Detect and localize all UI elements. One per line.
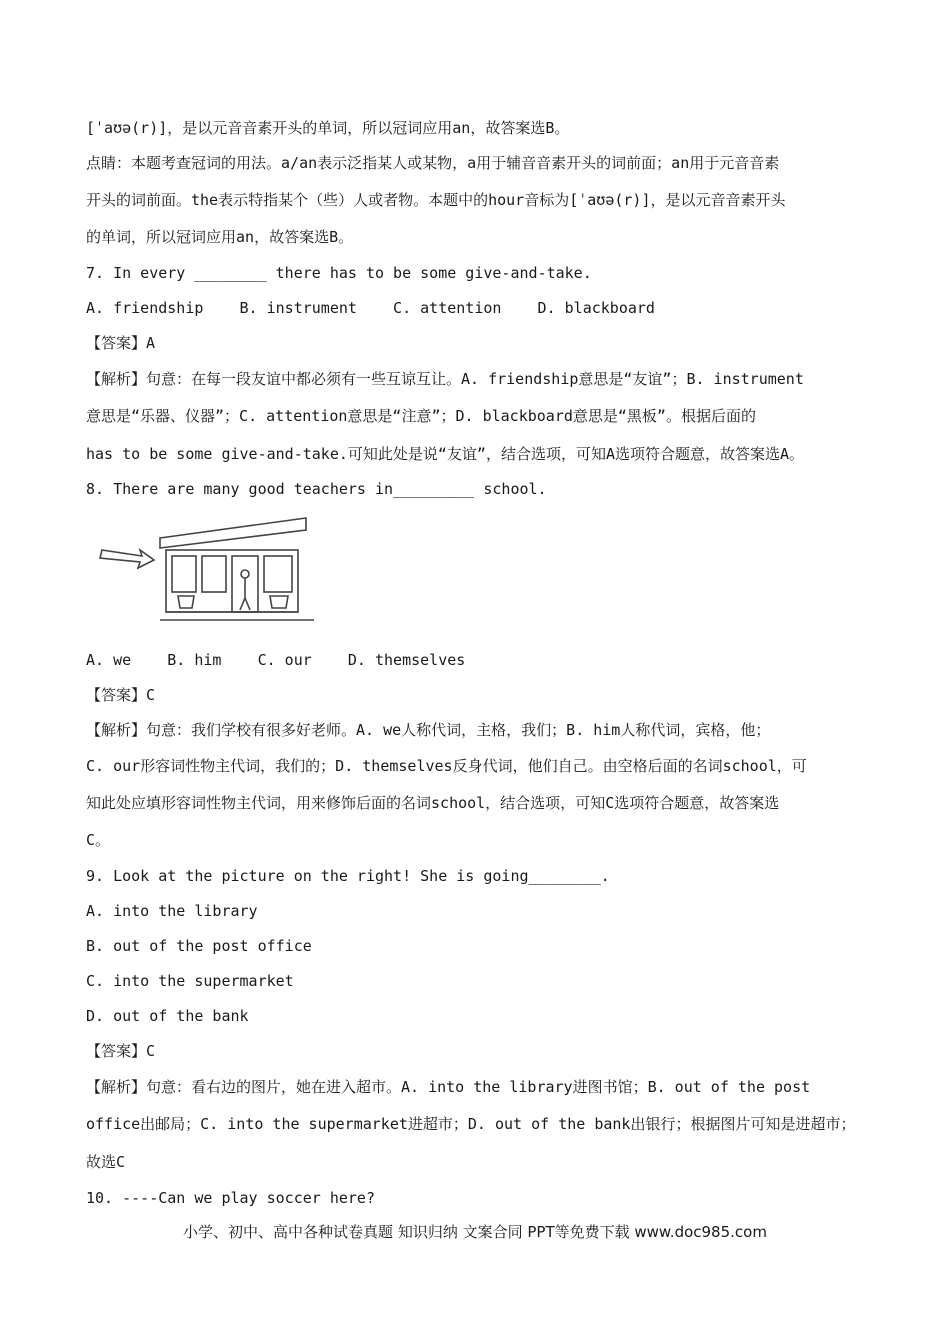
analysis-8: C. our形容词性物主代词，我们的；D. themselves反身代词，他们自己。由空格后面的名词school，可 [86, 757, 807, 775]
answer-9: 【答案】C [86, 1042, 156, 1060]
question-9: 9. Look at the picture on the right! She is going________. [86, 867, 610, 885]
options-8: A. we B. him C. our D. themselves [86, 651, 466, 669]
option-9a: A. into the library [86, 902, 258, 920]
text-line: [ˈaʊə(r)]，是以元音音素开头的单词，所以冠词应用an，故答案选B。 [86, 119, 570, 137]
analysis-7: has to be some give-and-take.可知此处是说“友谊”，结合选项，可知A选项符合题意，故答案选A。 [86, 445, 805, 463]
analysis-8: 【解析】句意：我们学校有很多好老师。A. we人称代词，主格，我们；B. him人称代词，宾格，他； [86, 721, 771, 739]
question-10: 10. ----Can we play soccer here? [86, 1189, 375, 1207]
analysis-9: 【解析】句意：看右边的图片，她在进入超市。A. into the library进图书馆；B. out of the post [86, 1078, 811, 1096]
option-9c: C. into the supermarket [86, 972, 294, 990]
analysis-9: office出邮局；C. into the supermarket进超市；D. out of the bank出银行；根据图片可知是进超市； [86, 1115, 856, 1133]
text-line: 点睛：本题考查冠词的用法。a/an表示泛指某人或某物，a用于辅音音素开头的词前面；an用于元音音素 [86, 154, 780, 172]
options-7: A. friendship B. instrument C. attention D. blackboard [86, 299, 655, 317]
answer-8: 【答案】C [86, 686, 156, 704]
text-line: 的单词，所以冠词应用an，故答案选B。 [86, 228, 354, 246]
option-9b: B. out of the post office [86, 937, 312, 955]
analysis-9: 故选C [86, 1153, 126, 1171]
analysis-8: 知此处应填形容词性物主代词，用来修饰后面的名词school，结合选项，可知C选项符合题意，故答案选 [86, 794, 780, 812]
school-building-illustration [94, 512, 322, 628]
question-8: 8. There are many good teachers in_________ school. [86, 480, 547, 498]
answer-7: 【答案】A [86, 334, 156, 352]
page-footer: 小学、初中、高中各种试卷真题 知识归纳 文案合同 PPT等免费下载 www.doc985.com [183, 1223, 767, 1241]
text-line: 开头的词前面。the表示特指某个（些）人或者物。本题中的hour音标为[ˈaʊə(r)]，是以元音音素开头 [86, 191, 786, 209]
analysis-7: 意思是“乐器、仪器”；C. attention意思是“注意”；D. blackboard意思是“黑板”。根据后面的 [86, 407, 756, 425]
analysis-8: C。 [86, 831, 111, 849]
question-7: 7. In every ________ there has to be some give-and-take. [86, 264, 592, 282]
arrow-icon [100, 550, 154, 568]
option-9d: D. out of the bank [86, 1007, 249, 1025]
analysis-7: 【解析】句意：在每一段友谊中都必须有一些互谅互让。A. friendship意思是“友谊”；B. instrument [86, 370, 804, 388]
